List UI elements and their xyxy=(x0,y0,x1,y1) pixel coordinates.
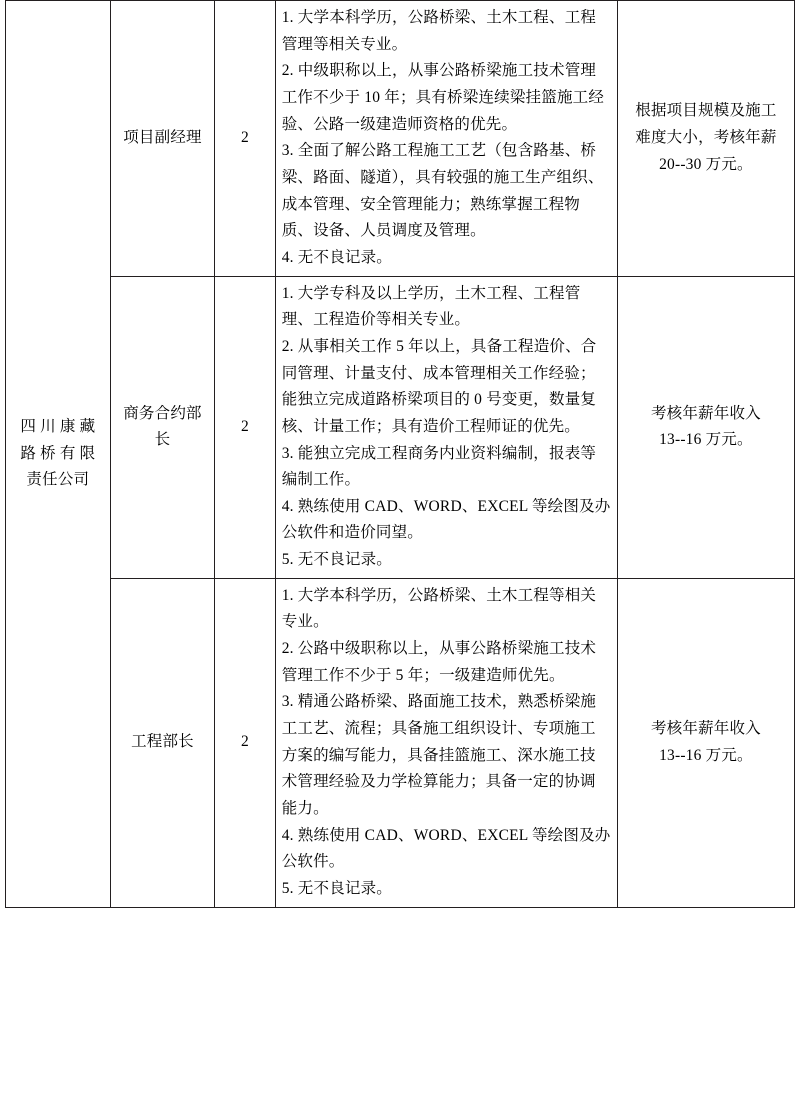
table-row xyxy=(6,276,795,578)
requirement-line: 3. 能独立完成工程商务内业资料编制，报表等编制工作。 xyxy=(281,444,597,489)
salary-line: 难度大小，考核年薪 xyxy=(635,128,777,146)
requirement-line: 3. 精通公路桥梁、路面施工技术，熟悉桥梁施工工艺、流程；具备施工组织设计、专项施工方案的编写能力，具备挂篮施工、深水施工技术管理经验及力学检算能力；具备一定的协调能力。 xyxy=(281,693,597,818)
requirement-line: 5. 无不良记录。 xyxy=(281,551,392,569)
post-name-line: 工程部长 xyxy=(131,733,194,751)
salary-line: 考核年薪年收入 xyxy=(650,720,761,738)
table-row xyxy=(6,578,795,907)
salary-line: 考核年薪年收入 xyxy=(650,404,761,422)
requirement-line: 2. 从事相关工作 5 年以上，具备工程造价、合同管理、计量支付、成本管理相关工作经验；能独立完成道路桥梁项目的 0 号变更，数量复核、计量工作；具有造价工程师证的优先。 xyxy=(281,337,597,435)
salary-line: 20--30 万元。 xyxy=(659,155,753,173)
requirement-line: 2. 公路中级职称以上，从事公路桥梁施工技术管理工作不少于 5 年；一级建造师优先。 xyxy=(281,640,597,684)
post-name-cell xyxy=(110,276,215,578)
salary-cell xyxy=(617,578,794,907)
post-count-cell: 2 xyxy=(215,276,275,578)
post-name-cell xyxy=(110,578,215,907)
recruitment-table xyxy=(5,0,795,908)
post-name-cell xyxy=(110,1,215,277)
requirement-line: 4. 无不良记录。 xyxy=(281,248,392,266)
requirement-line: 1. 大学专科及以上学历，土木工程、工程管理、工程造价等相关专业。 xyxy=(281,284,581,329)
salary-cell xyxy=(617,276,794,578)
requirement-line: 3. 全面了解公路工程施工工艺（包含路基、桥梁、路面、隧道），具有较强的施工生产组织、成本管理、安全管理能力；熟练掌握工程物质、设备、人员调度及管理。 xyxy=(281,142,604,240)
post-name-line: 长 xyxy=(154,431,171,449)
salary-line: 根据项目规模及施工 xyxy=(635,102,777,120)
requirement-line: 1. 大学本科学历，公路桥梁、土木工程等相关专业。 xyxy=(281,586,597,631)
company-name-cell xyxy=(6,1,111,908)
requirements-cell xyxy=(275,578,617,907)
company-name-line: 责任公司 xyxy=(26,471,90,489)
requirement-line: 5. 无不良记录。 xyxy=(281,880,392,897)
company-name-line: 四 川 康 藏 xyxy=(20,417,96,435)
salary-line: 13--16 万元。 xyxy=(659,746,753,764)
post-name-line: 商务合约部 xyxy=(123,404,202,422)
requirement-line: 2. 中级职称以上，从事公路桥梁施工技术管理工作不少于 10 年；具有桥梁连续梁挂篮施工经验、公路一级建造师资格的优先。 xyxy=(281,62,605,133)
post-count-cell: 2 xyxy=(215,578,275,907)
table-row xyxy=(6,1,795,277)
requirement-line: 4. 熟练使用 CAD、WORD、EXCEL 等绘图及办公软件和造价同望。 xyxy=(281,497,611,542)
company-name-line: 路 桥 有 限 xyxy=(20,444,96,462)
requirement-line: 1. 大学本科学历，公路桥梁、土木工程、工程管理等相关专业。 xyxy=(281,9,597,53)
salary-cell xyxy=(617,1,794,277)
post-count-cell: 2 xyxy=(215,1,275,277)
requirements-cell xyxy=(275,1,617,277)
requirements-cell xyxy=(275,276,617,578)
post-name-line: 项目副经理 xyxy=(123,128,202,146)
requirement-line: 4. 熟练使用 CAD、WORD、EXCEL 等绘图及办公软件。 xyxy=(281,826,611,871)
salary-line: 13--16 万元。 xyxy=(659,431,753,449)
